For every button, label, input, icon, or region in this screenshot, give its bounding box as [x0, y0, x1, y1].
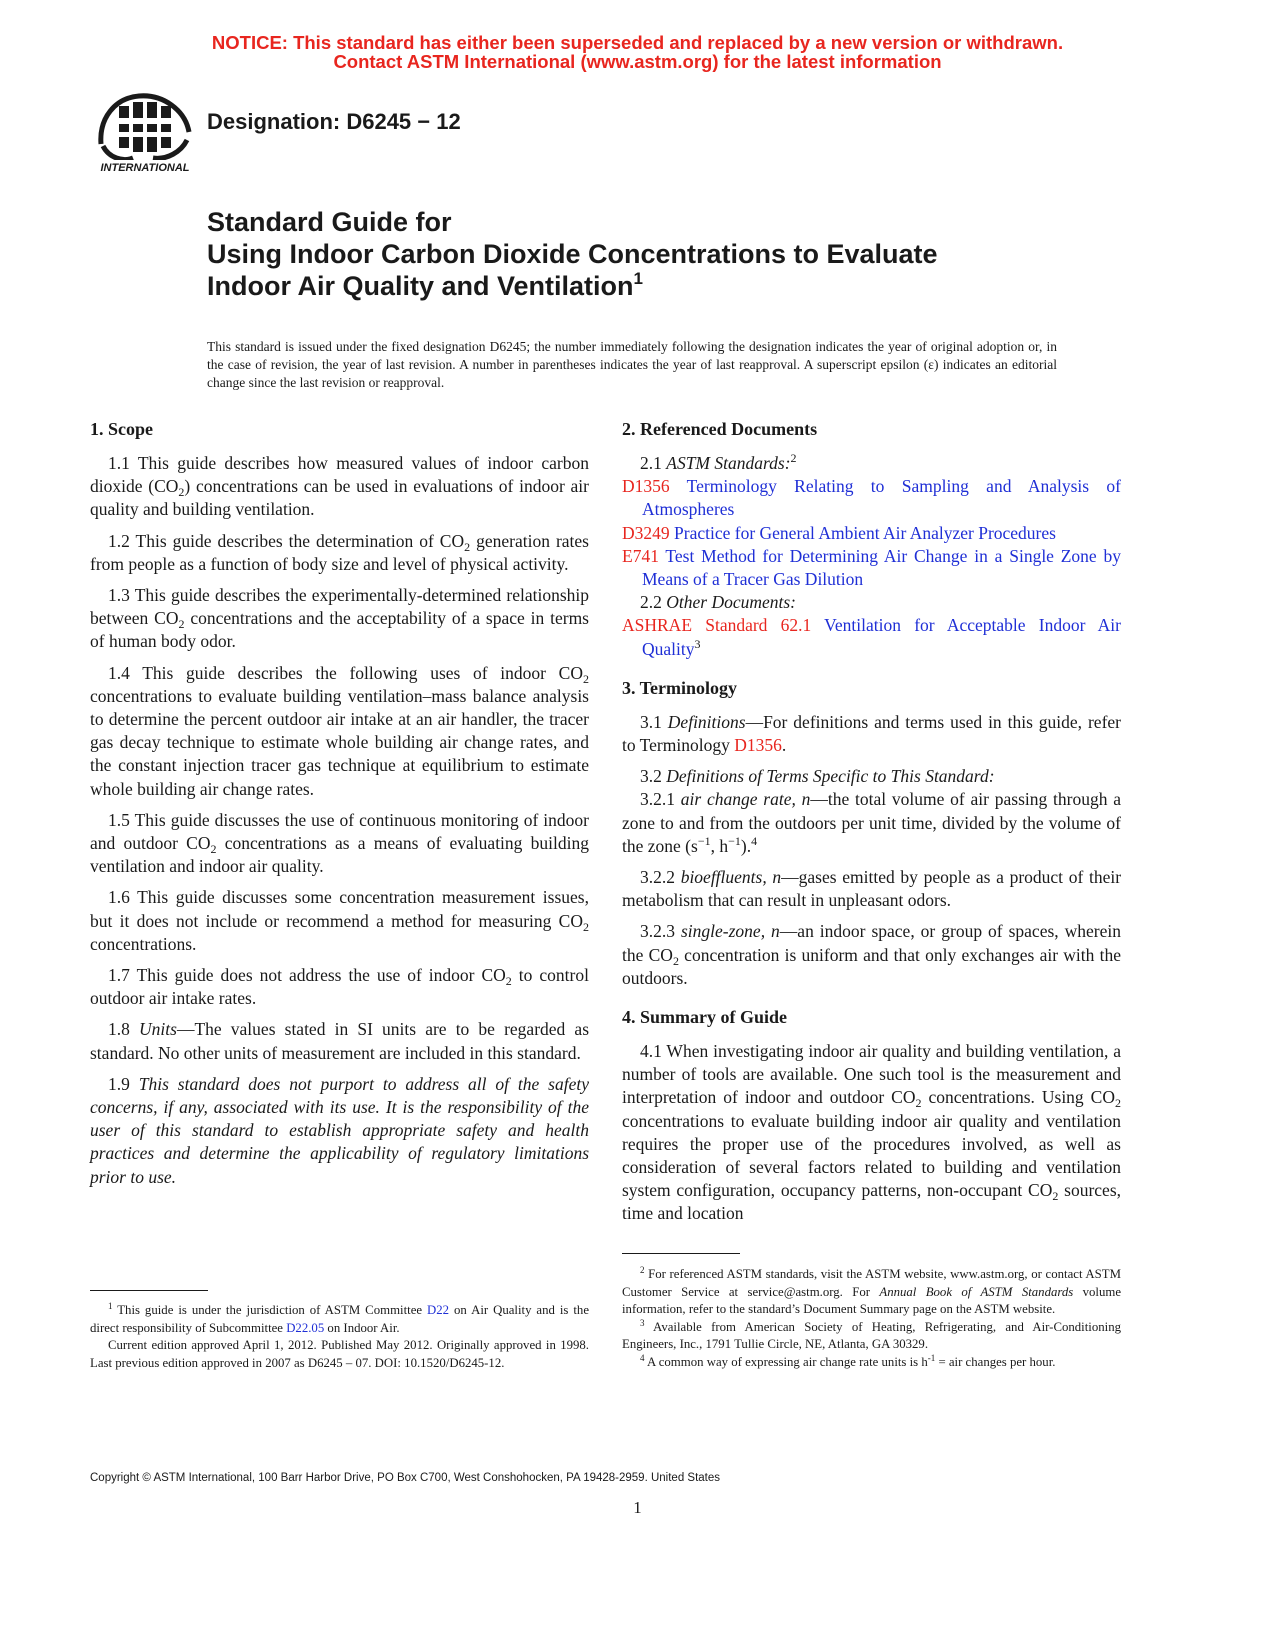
section-heading-referenced-documents: 2. Referenced Documents: [622, 419, 818, 439]
page-number: 1: [633, 1498, 642, 1517]
title-line-3: [207, 270, 1087, 302]
reference-item[interactable]: [622, 545, 1121, 591]
reference-code: D1356: [622, 476, 670, 497]
terminology-link[interactable]: D1356: [734, 735, 782, 756]
paragraph-3-2-3: 3.2.3 single-zone, n—an indoor space, or group of spaces, wherein the $CO_2$ concentration is uniform and that only exchanges air with the outdoors.: [622, 921, 1122, 988]
subsection-astm-standards: 2.1 ASTM Standards:$^2$: [640, 451, 797, 473]
astm-logo-icon: [93, 88, 197, 174]
footnote-4: $^4$ A common way of expressing air change rate units is $h^{-1}$ = air changes per hour.: [640, 1352, 1056, 1369]
title-line-1: Standard Guide for: [207, 207, 452, 237]
paragraph-1-1: 1.1 This guide describes how measured values of indoor carbon dioxide $(CO_2)$ concentrations can be used in evaluations of indoor air quality and building ventilation.: [90, 453, 589, 520]
footnote-divider-left: [90, 1290, 208, 1291]
paragraph-3-2-1: 3.2.1 air change rate, n—the total volume of air passing through a zone to and from the outdoors per unit time, divided by the volume of the zone ($s^{-1}$, $h^{-1}).^4$: [622, 789, 1122, 856]
footnote-1-edition: Current edition approved April 1, 2012. Published May 2012. Originally approved in 1998. Last previous edition approved in 2007 as D6245 – 07. DOI: 10.1520/D6245-12.: [90, 1338, 589, 1370]
reference-title: Ventilation for Acceptable Indoor Air Quality: [642, 615, 1121, 659]
paragraph-4-1: 4.1 When investigating indoor air quality and building ventilation, a number of tools are available. One such tool is the measurement and interpretation of indoor and outdoor $CO_2$ concentrations. Using $CO_2$ concentrations to evaluate building indoor air quality and ventilation requires the proper use of the procedures involved, as well as consideration of several factors related to building and ventilation system configuration, occupancy patterns, non-occupant $CO_2$ sources, time and location: [622, 1041, 1122, 1224]
reference-code: D3249: [622, 522, 670, 543]
reference-title: Test Method for Determining Air Change in a Single Zone by Means of a Tracer Gas Dilution: [642, 545, 1121, 590]
reference-title: Practice for General Ambient Air Analyzer Procedures: [669, 522, 1056, 543]
notice-line-1: NOTICE: This standard has either been superseded and replaced by a new version or withdrawn.: [211, 32, 1064, 53]
left-column: [90, 418, 589, 1197]
reference-item[interactable]: [622, 522, 1121, 545]
footnotes-right: [622, 1266, 1121, 1371]
subcommittee-link[interactable]: D22.05: [286, 1320, 325, 1335]
issued-note: This standard is issued under the fixed designation D6245; the number immediately following the designation indicates the year of original adoption or, in the case of revision, the year of last revision. A number in parentheses indicates the year of last reapproval. A superscript epsilon (ε) indicates an editorial change since the last revision or reapproval.: [207, 339, 1057, 390]
footnote-2: $^2$ For referenced ASTM standards, visit the ASTM website, www.astm.org, or contact ASTM Customer Service at service@astm.org. For Annual Book of ASTM Standards volume information, refer to the standard’s Document Summary page on the ASTM website.: [622, 1265, 1121, 1316]
paragraph-1-2: 1.2 This guide describes the determination of $CO_2$ generation rates from people as a function of body size and level of physical activity.: [90, 530, 589, 574]
reference-title: Terminology Relating to Sampling and Analysis of Atmospheres: [642, 476, 1121, 520]
title-line-3-text: Indoor Air Quality and Ventilation: [207, 271, 634, 301]
paragraph-1-6: 1.6 This guide discusses some concentration measurement issues, but it does not include or recommend a method for measuring $CO_2$ concentrations.: [90, 887, 589, 954]
footnotes-left: [90, 1302, 589, 1372]
paragraph-1-7: 1.7 This guide does not address the use of indoor $CO_2$ to control outdoor air intake rates.: [90, 965, 589, 1009]
reference-code: ASHRAE Standard 62.1: [622, 615, 812, 636]
reference-item-ashrae[interactable]: ASHRAE Standard 62.1 Ventilation for Acceptable Indoor Air Quality$^3$: [622, 615, 1121, 659]
paragraph-1-9: 1.9 This standard does not purport to address all of the safety concerns, if any, associated with its use. It is the responsibility of the user of this standard to establish appropriate safety and health practices and determine the applicability of regulatory limitations prior to use.: [90, 1073, 589, 1187]
title-footnote-ref[interactable]: 1: [633, 269, 643, 288]
logo-text: INTERNATIONAL: [100, 162, 190, 174]
section-heading-terminology: 3. Terminology: [622, 677, 738, 698]
footnote-3: $^3$ Available from American Society of Heating, Refrigerating, and Air-Conditioning Engineers, Inc., 1791 Tullie Circle, NE, Atlanta, GA 30329.: [622, 1317, 1121, 1351]
paragraph-1-4: 1.4 This guide describes the following uses of indoor $CO_2$ concentrations to evaluate building ventilation–mass balance analysis to determine the percent outdoor air intake at an air handler, the tracer gas decay technique to estimate whole building air change rates, and the constant injection tracer gas technique at equilibrium to estimate whole building air change rates.: [90, 662, 589, 799]
footnote-1: $^1$ This guide is under the jurisdiction of ASTM Committee D22 on Air Quality and is the direct responsibility of Subcommittee D22.05 on Indoor Air.: [90, 1301, 589, 1335]
paragraph-3-2: 3.2 Definitions of Terms Specific to This Standard:: [640, 766, 995, 787]
withdrawal-notice: [0, 33, 1275, 71]
notice-line-2: Contact ASTM International (www.astm.org) for the latest information: [333, 51, 942, 72]
paragraph-1-8: 1.8 Units—The values stated in SI units are to be regarded as standard. No other units of measurement are included in this standard.: [90, 1019, 590, 1063]
footnote-divider-right: [622, 1253, 740, 1254]
paragraph-3-1: 3.1 Definitions—For definitions and terms used in this guide, refer to Terminology D1356.: [622, 711, 1121, 756]
subsection-other-documents: 2.2 Other Documents:: [640, 592, 797, 613]
right-column: [622, 418, 1121, 1234]
reference-item[interactable]: [622, 475, 1121, 521]
document-title: [207, 206, 1087, 302]
section-heading-scope: 1. Scope: [90, 419, 153, 439]
committee-link[interactable]: D22: [427, 1303, 450, 1317]
paragraph-1-5: 1.5 This guide discusses the use of continuous monitoring of indoor and outdoor $CO_2$ concentrations as a means of evaluating building ventilation and indoor air quality.: [90, 809, 589, 877]
section-heading-summary: 4. Summary of Guide: [622, 1007, 788, 1028]
copyright-line: Copyright © ASTM International, 100 Barr Harbor Drive, PO Box C700, West Conshohocken, PA 19428-2959. United States: [90, 1472, 721, 1484]
reference-code: E741: [622, 545, 659, 566]
paragraph-1-3: 1.3 This guide describes the experimentally-determined relationship between $CO_2$ concentrations and the acceptability of a space in terms of human body odor.: [90, 585, 589, 652]
designation: Designation: D6245 − 12: [207, 109, 461, 134]
title-line-2: Using Indoor Carbon Dioxide Concentrations to Evaluate: [207, 239, 938, 269]
paragraph-3-2-2: 3.2.2 bioeffluents, n—gases emitted by people as a product of their metabolism that can result in unpleasant odors.: [622, 867, 1122, 911]
